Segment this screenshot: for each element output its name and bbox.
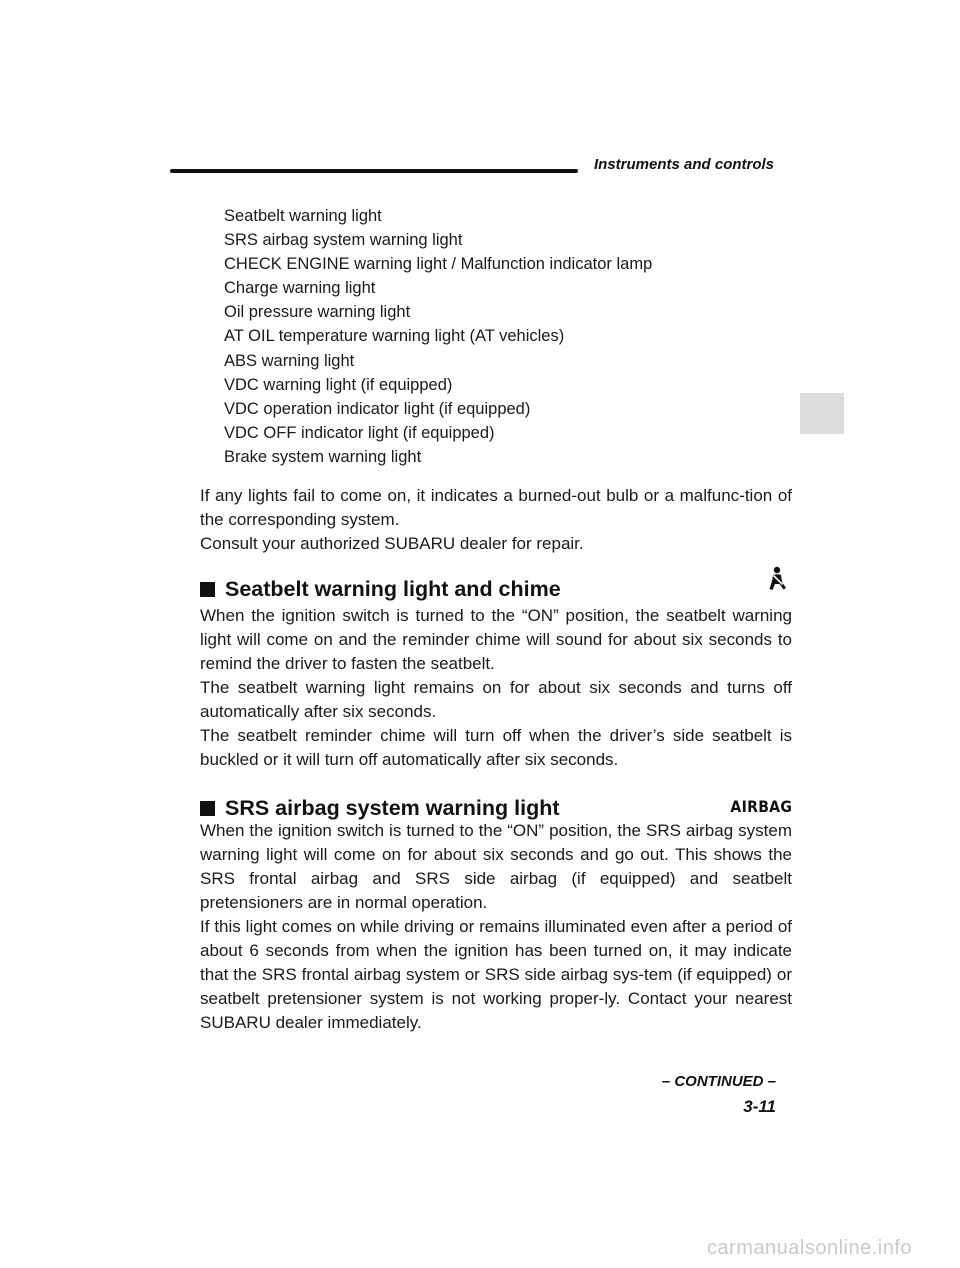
intro-paragraph: If any lights fail to come on, it indicates a burned-out bulb or a malfunc-tion of the corresponding system. [200, 486, 792, 529]
list-item: VDC operation indicator light (if equipped) [224, 399, 531, 418]
seatbelt-heading-text: Seatbelt warning light and chime [225, 576, 561, 601]
airbag-heading-text: SRS airbag system warning light [225, 795, 560, 820]
heading-square-bullet [200, 801, 215, 816]
watermark: carmanualsonline.info [706, 1237, 912, 1259]
list-item: Brake system warning light [224, 447, 422, 466]
body-paragraph: When the ignition switch is turned to the “ON” position, the seatbelt warning light will come on and the reminder chime will sound for about six seconds to remind the driver to fasten the seatbelt. [200, 606, 792, 673]
seatbelt-section-body [200, 604, 792, 772]
list-item: VDC warning light (if equipped) [224, 375, 453, 394]
list-item: ABS warning light [224, 351, 355, 370]
header-rule [170, 169, 578, 173]
list-item: VDC OFF indicator light (if equipped) [224, 423, 495, 442]
warning-lights-list [224, 204, 652, 469]
body-paragraph: The seatbelt reminder chime will turn off when the driver’s side seatbelt is buckled or it will turn off automatically after six seconds. [200, 726, 792, 769]
airbag-indicator-label: AIRBAG [730, 797, 792, 816]
intro-paragraph: Consult your authorized SUBARU dealer for repair. [200, 534, 584, 553]
body-paragraph: If this light comes on while driving or remains illuminated even after a period of about 6 seconds from when the ignition has been turned on, it may indicate that the SRS frontal airbag system or SRS side airbag sys-tem (if equipped) or seatbelt pretensioner system is not working proper-ly. Contact your nearest SUBARU dealer immediately. [200, 917, 792, 1032]
body-paragraph: The seatbelt warning light remains on for about six seconds and turns off automatically after six seconds. [200, 678, 792, 721]
continued-marker: – CONTINUED – [661, 1073, 776, 1090]
seatbelt-person-icon [767, 566, 791, 592]
heading-square-bullet [200, 582, 215, 597]
intro-text [200, 484, 792, 556]
running-header-title: Instruments and controls [594, 156, 775, 173]
page-number: 3-11 [743, 1097, 776, 1116]
airbag-section-heading [200, 794, 792, 822]
list-item: CHECK ENGINE warning light / Malfunction indicator lamp [224, 255, 653, 274]
list-item: Seatbelt warning light [224, 207, 382, 225]
airbag-section-body [200, 819, 792, 1035]
seatbelt-section-heading [200, 575, 792, 603]
list-item: SRS airbag system warning light [224, 231, 463, 250]
list-item: Oil pressure warning light [224, 303, 411, 322]
body-paragraph: When the ignition switch is turned to the “ON” position, the SRS airbag system warning light will come on for about six seconds and go out. This shows the SRS frontal airbag and SRS side airbag (if equipped) and seatbelt pretensioners are in normal operation. [200, 821, 792, 912]
list-item: Charge warning light [224, 279, 376, 298]
list-item: AT OIL temperature warning light (AT vehicles) [224, 327, 565, 346]
chapter-side-tab [800, 393, 844, 434]
